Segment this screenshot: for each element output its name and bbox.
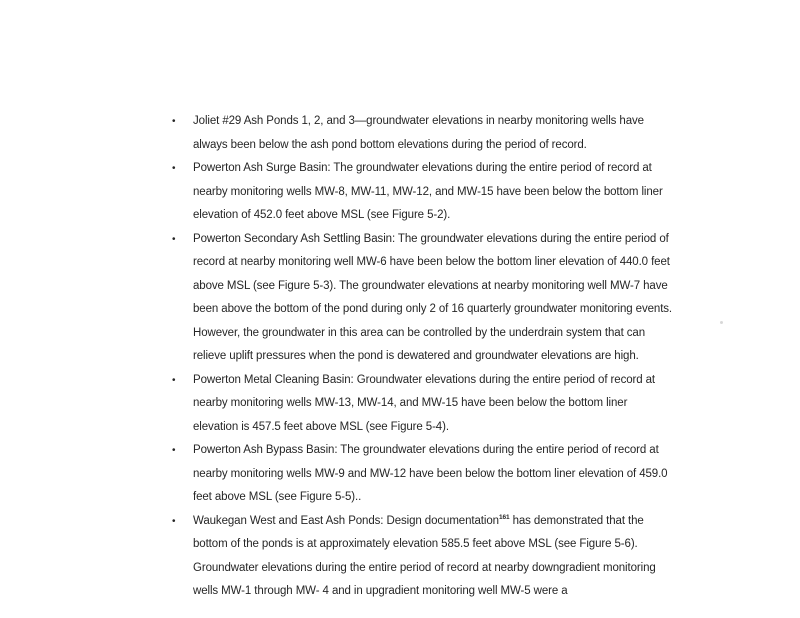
bullet-item-powerton-metal-cleaning-basin	[0, 369, 673, 440]
footnote-marker: 161	[498, 513, 510, 521]
bullet-glyph: •	[172, 116, 176, 127]
bullet-glyph: •	[172, 374, 176, 386]
bullet-item-waukegan-ash-ponds	[0, 510, 673, 604]
bullet-item-joliet	[0, 110, 673, 157]
bullet-item-powerton-secondary-ash-settling-basin	[0, 228, 673, 369]
bullet-item-powerton-ash-surge-basin	[0, 157, 673, 228]
bullet-glyph: •	[172, 515, 176, 527]
bullet-item-powerton-ash-bypass-basin	[0, 439, 673, 510]
scan-speck	[720, 321, 723, 324]
bullet-text: Powerton Secondary Ash Settling Basin: The groundwater elevations during the entire period of record at nearby monitoring well MW-6 have been below the bottom liner elevation of 440.0 feet above MSL (see Figure 5-3). The groundwater elevations at nearby monitoring well MW-7 have been above the bottom of the pond during only 2 of 16 quarterly groundwater monitoring events. However, the groundwater in this area can be controlled by the underdrain system that can relieve uplift pressures when the pond is dewatered and groundwater elevations are high.	[193, 232, 673, 362]
bullet-glyph: •	[172, 163, 176, 174]
bullet-text-before-footnote: Waukegan West and East Ash Ponds: Design documentation	[193, 514, 499, 527]
bullet-list	[0, 110, 800, 604]
bullet-text-after-footnote: has demonstrated that the bottom of the ponds is at approximately elevation 585.5 feet above MSL (see Figure 5-6). Groundwater elevations during the entire period of record at nearby downgradient monitoring wells MW-1 through MW- 4 and in upgradient monitoring well MW-5 were a	[193, 514, 656, 597]
bullet-text: Powerton Ash Bypass Basin: The groundwater elevations during the entire period of record at nearby monitoring wells MW-9 and MW-12 have been below the bottom liner elevation of 459.0 feet above MSL (see Figure 5-5)..	[193, 444, 668, 503]
bullet-text: Powerton Metal Cleaning Basin: Groundwater elevations during the entire period of record at nearby monitoring wells MW-13, MW-14, and MW-15 have been below the bottom liner elevation is 457.5 feet above MSL (see Figure 5-4).	[193, 373, 656, 433]
bullet-text: Joliet #29 Ash Ponds 1, 2, and 3—groundwater elevations in nearby monitoring wells have always been below the ash pond bottom elevations during the period of record.	[193, 115, 644, 151]
bullet-text: Powerton Ash Surge Basin: The groundwater elevations during the entire period of record at nearby monitoring wells MW-8, MW-11, MW-12, and MW-15 have been below the bottom liner elevation of 452.0 feet above MSL (see Figure 5-2).	[193, 162, 663, 221]
bullet-glyph: •	[172, 233, 176, 245]
bullet-glyph: •	[172, 445, 176, 456]
